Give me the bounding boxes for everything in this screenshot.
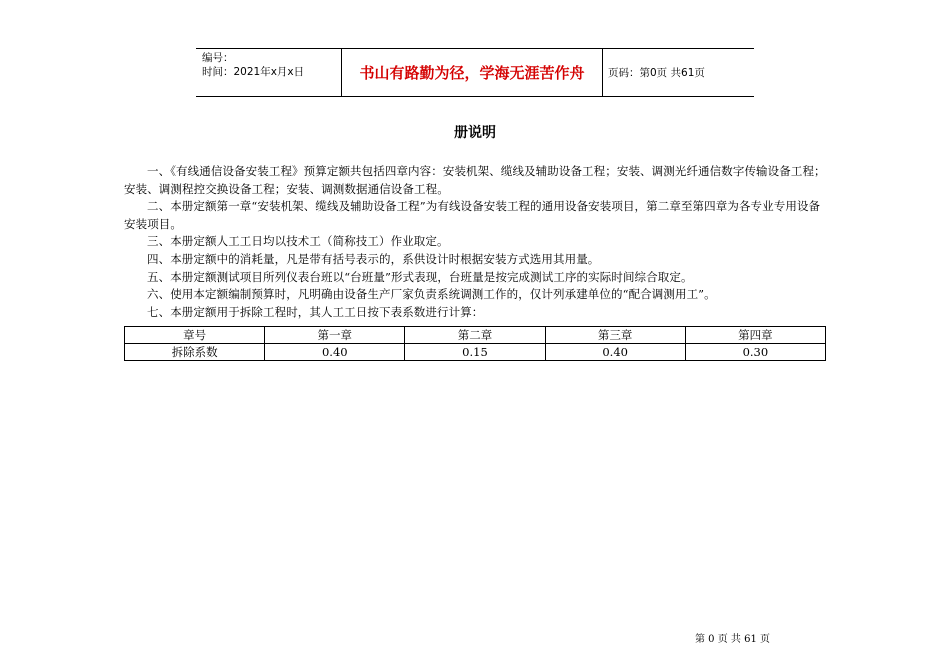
table-cell: 0.40 bbox=[265, 344, 405, 361]
header-motto: 书山有路勤为径，学海无涯苦作舟 bbox=[341, 49, 603, 96]
paragraph-7: 七、本册定额用于拆除工程时，其人工工日按下表系数进行计算： bbox=[147, 304, 484, 319]
table-header-cell: 第四章 bbox=[685, 327, 825, 344]
document-body bbox=[124, 163, 826, 321]
page-title: 册说明 bbox=[454, 125, 496, 141]
table-header-cell: 第一章 bbox=[265, 327, 405, 344]
table-cell: 0.30 bbox=[685, 344, 825, 361]
header-number-label: 编号： bbox=[202, 52, 234, 64]
table-row bbox=[125, 344, 826, 361]
header-page-info: 页码：第0页 共61页 bbox=[608, 67, 705, 79]
page-header bbox=[196, 48, 754, 97]
coefficient-table bbox=[124, 326, 826, 361]
table-cell: 0.15 bbox=[405, 344, 545, 361]
header-left bbox=[202, 51, 304, 79]
paragraph-6: 六、使用本定额编制预算时，凡明确由设备生产厂家负责系统调测工作的，仅计列承建单位的“配合调测用工”。 bbox=[147, 287, 716, 302]
table-header-cell: 章号 bbox=[125, 327, 265, 344]
table-cell: 0.40 bbox=[545, 344, 685, 361]
paragraph-5: 五、本册定额测试项目所列仪表台班以“台班量”形式表现，台班量是按完成测试工序的实际时间综合取定。 bbox=[147, 269, 693, 284]
paragraph-4: 四、本册定额中的消耗量，凡是带有括号表示的，系供设计时根据安装方式选用其用量。 bbox=[147, 251, 600, 266]
table-cell: 拆除系数 bbox=[125, 344, 265, 361]
paragraph-1: 一、《有线通信设备安装工程》预算定额共包括四章内容：安装机架、缆线及辅助设备工程；安装、调测光纤通信数字传输设备工程；安装、调测程控交换设备工程；安装、调测数据通信设备工程。 bbox=[124, 164, 826, 196]
paragraph-2: 二、本册定额第一章“安装机架、缆线及辅助设备工程”为有线设备安装工程的通用设备安装项目，第二章至第四章为各专业专用设备安装项目。 bbox=[124, 199, 821, 231]
table-header-cell: 第三章 bbox=[545, 327, 685, 344]
paragraph-3: 三、本册定额人工工日均以技术工（简称技工）作业取定。 bbox=[147, 234, 449, 249]
table-header-cell: 第二章 bbox=[405, 327, 545, 344]
header-time-label: 时间：2021年x月x日 bbox=[202, 66, 305, 78]
page-footer: 第 0 页 共 61 页 bbox=[695, 634, 770, 645]
table-header-row bbox=[125, 327, 826, 344]
